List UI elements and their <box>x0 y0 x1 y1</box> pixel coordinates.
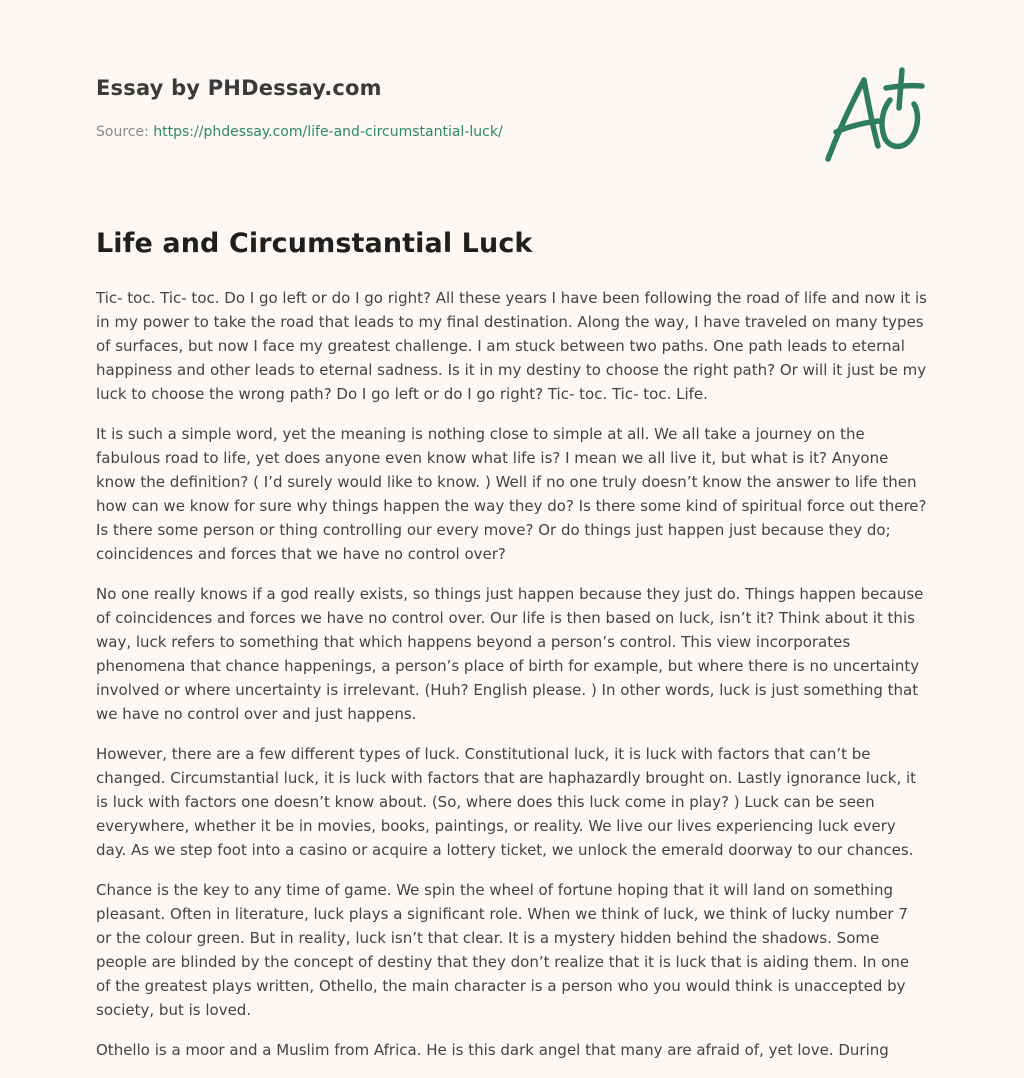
header <box>96 0 928 200</box>
essay-paragraph: However, there are a few different types of luck. Constitutional luck, it is luck with factors that can’t be changed. Circumstantial luck, it is luck with factors that are haphazardly brought on. Lastly ignorance luck, it is luck with factors one doesn’t know about. (So, where does this luck come in play? ) Luck can be seen everywhere, whether it be in movies, books, paintings, or reality. We live our lives experiencing luck every day. As we step foot into a casino or acquire a lottery ticket, we unlock the emerald doorway to our chances. <box>96 745 917 859</box>
source-label: Source: <box>96 124 149 140</box>
essay-paragraph: Tic- toc. Tic- toc. Do I go left or do I go right? All these years I have been following the road of life and now it is in my power to take the road that leads to my final destination. Along the way, I have traveled on many types of surfaces, but now I face my greatest challenge. I am stuck between two paths. One path leads to eternal happiness and other leads to eternal sadness. Is it in my destiny to choose the right path? Or will it just be my luck to choose the wrong path? Do I go left or do I go right? Tic- toc. Tic- toc. Life. <box>96 289 927 403</box>
essay-title: Life and Circumstantial Luck <box>96 228 533 259</box>
source-line <box>96 124 503 140</box>
essay-paragraph: No one really knows if a god really exists, so things just happen because they just do. Things happen because of coincidences and forces we have no control over. Our life is then based on luck, isn’t it? Think about it this way, luck refers to something that which happens beyond a person’s control. This view incorporates phenomena that chance happenings, a person’s place of birth for example, but where there is no uncertainty involved or where uncertainty is irrelevant. (Huh? English please. ) In other words, luck is just something that we have no control over and just happens. <box>96 585 924 723</box>
page <box>96 0 928 1059</box>
essay-body <box>96 286 928 1078</box>
source-link[interactable]: https://phdessay.com/life-and-circumstantial-luck/ <box>153 124 503 140</box>
site-title: Essay by PHDessay.com <box>96 76 382 100</box>
a-plus-logo-icon <box>822 66 926 166</box>
essay-paragraph: It is such a simple word, yet the meaning is nothing close to simple at all. We all take a journey on the fabulous road to life, yet does anyone even know what life is? I mean we all live it, but what is it? Anyone know the definition? ( I’d surely would like to know. ) Well if no one truly doesn’t know the answer to life then how can we know for sure why things happen the way they do? Is there some kind of spiritual force out there? Is there some person or thing controlling our every move? Or do things just happen just because they do; coincidences and forces that we have no control over? <box>96 425 927 563</box>
essay-paragraph: Othello is a moor and a Muslim from Africa. He is this dark angel that many are afraid of, yet love. During <box>96 1041 889 1059</box>
essay-paragraph: Chance is the key to any time of game. We spin the wheel of fortune hoping that it will land on something pleasant. Often in literature, luck plays a significant role. When we think of luck, we think of lucky number 7 or the colour green. But in reality, luck isn’t that clear. It is a mystery hidden behind the shadows. Some people are blinded by the concept of destiny that they don’t realize that it is luck that is aiding them. In one of the greatest plays written, Othello, the main character is a person who you would think is unaccepted by society, but is loved. <box>96 881 910 1019</box>
